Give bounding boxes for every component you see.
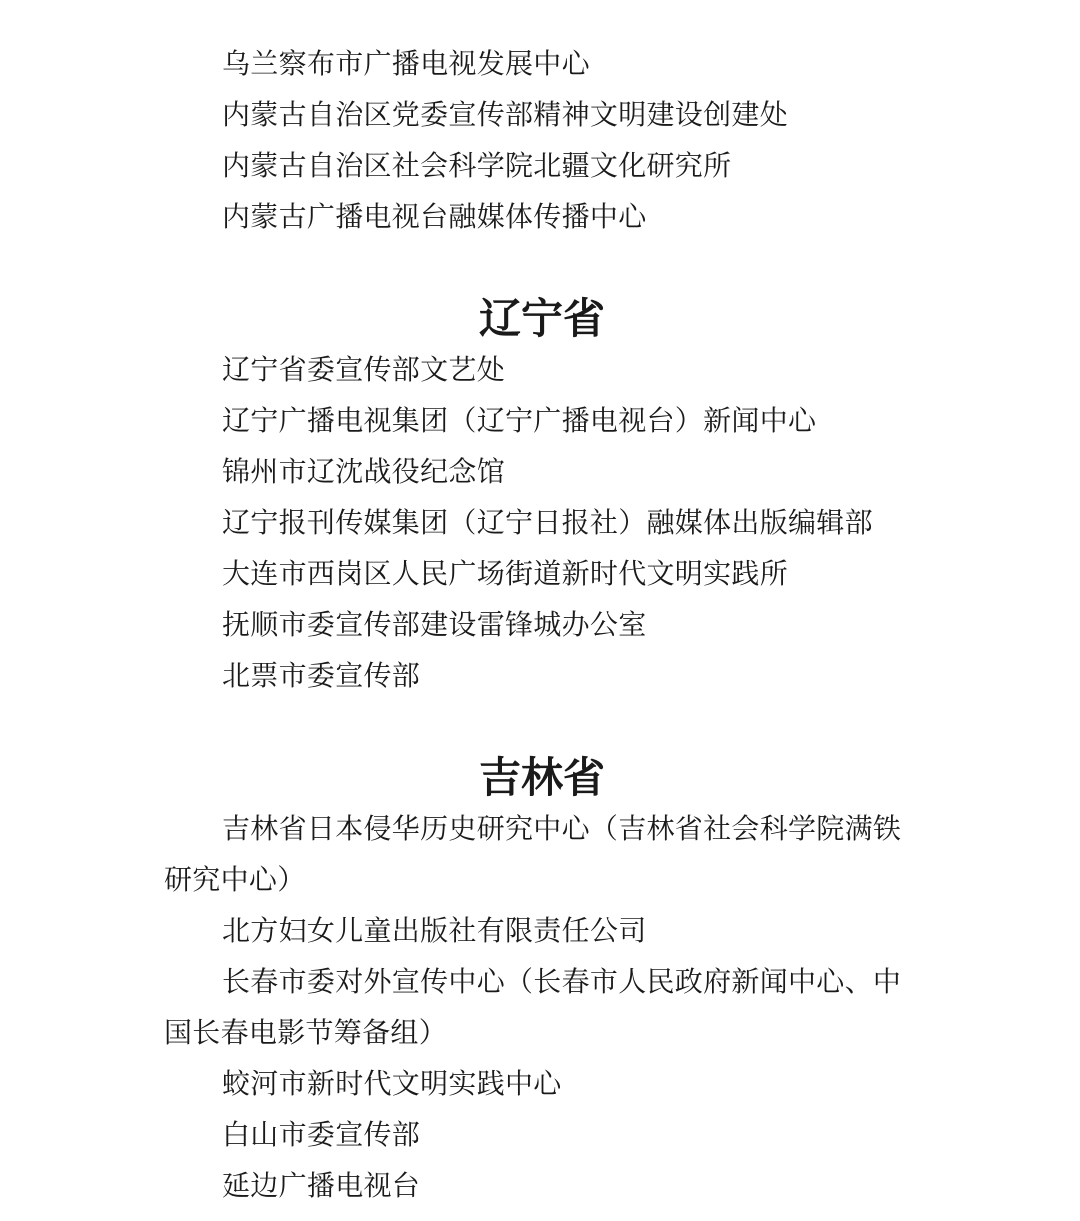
spacer	[164, 242, 920, 293]
list-item: 抚顺市委宣传部建设雷锋城办公室	[222, 608, 647, 641]
list-item: 大连市西岗区人民广场街道新时代文明实践所	[222, 557, 789, 590]
list-item: 乌兰察布市广播电视发展中心	[222, 47, 590, 80]
document-body	[164, 38, 920, 1211]
section-heading: 吉林省	[478, 753, 605, 802]
spacer	[164, 701, 920, 752]
list-item: 蛟河市新时代文明实践中心	[222, 1067, 562, 1100]
list-item: 锦州市辽沈战役纪念馆	[222, 455, 506, 488]
list-item: 延边广播电视台	[222, 1169, 421, 1202]
list-item: 内蒙古自治区社会科学院北疆文化研究所	[222, 149, 732, 182]
list-item: 内蒙古广播电视台融媒体传播中心	[222, 200, 647, 233]
list-item: 长春市委对外宣传中心（长春市人民政府新闻中心、中国长春电影节筹备组）	[164, 965, 902, 1049]
list-item: 北票市委宣传部	[222, 659, 421, 692]
list-item: 白山市委宣传部	[222, 1118, 421, 1151]
section-jilin	[164, 752, 920, 1211]
list-item: 辽宁省委宣传部文艺处	[222, 353, 506, 386]
list-item: 北方妇女儿童出版社有限责任公司	[222, 914, 647, 947]
section-inner-mongolia	[164, 38, 920, 242]
list-item: 辽宁广播电视集团（辽宁广播电视台）新闻中心	[222, 404, 817, 437]
section-liaoning	[164, 293, 920, 701]
list-item: 吉林省日本侵华历史研究中心（吉林省社会科学院满铁研究中心）	[164, 812, 902, 896]
list-item: 内蒙古自治区党委宣传部精神文明建设创建处	[222, 98, 789, 131]
list-item: 辽宁报刊传媒集团（辽宁日报社）融媒体出版编辑部	[222, 506, 873, 539]
section-heading: 辽宁省	[478, 294, 605, 343]
